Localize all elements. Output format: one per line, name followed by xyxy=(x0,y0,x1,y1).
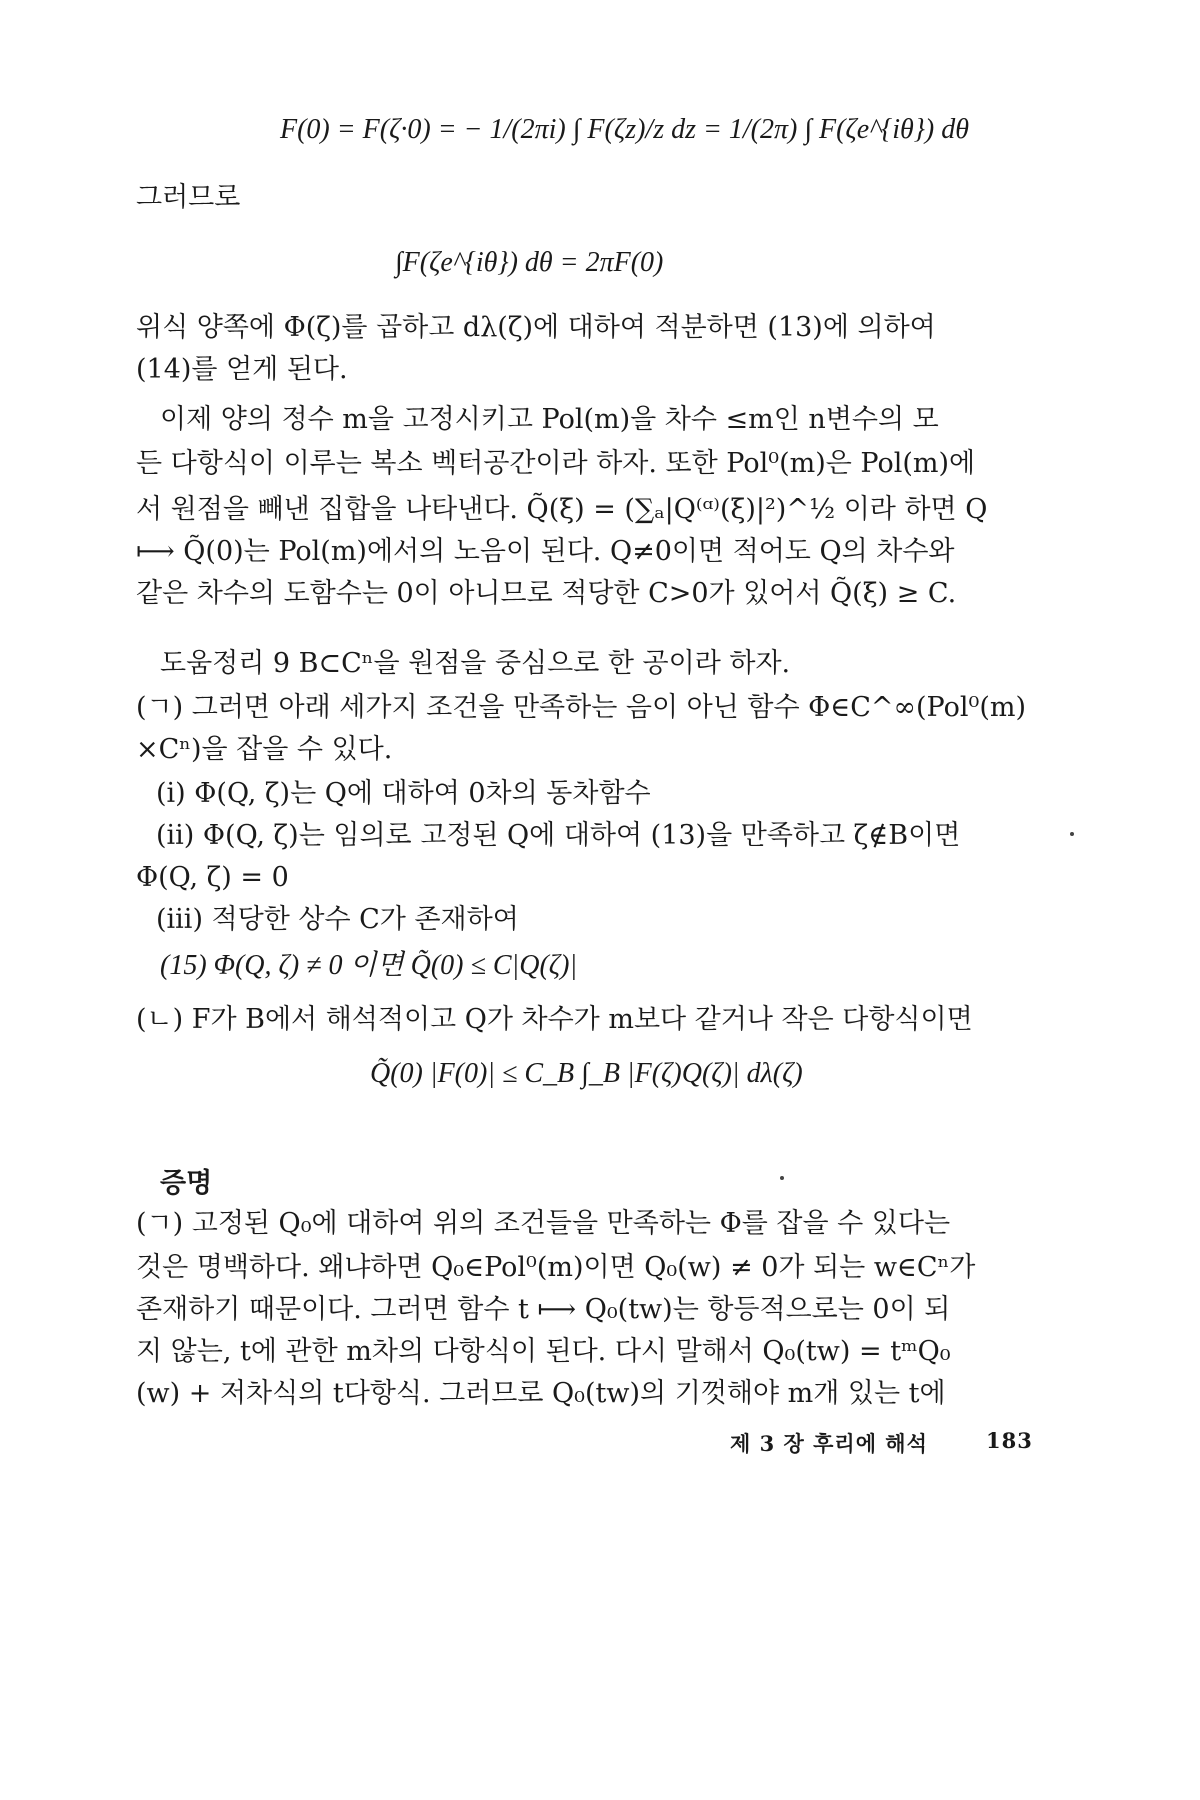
page-number: 183 xyxy=(986,1428,1033,1453)
text-line-21: 지 않는, t에 관한 m차의 다항식이 된다. 다시 말해서 Q₀(tw) = tᵐQ₀ xyxy=(136,1336,951,1367)
text-line-4: 이제 양의 정수 m을 고정시키고 Pol(m)을 차수 ≤m인 n변수의 모 xyxy=(160,404,939,435)
text-line-16: (ㄴ) F가 B에서 해석적이고 Q가 차수가 m보다 같거나 작은 다항식이면 xyxy=(136,1004,973,1035)
margin-speck-2 xyxy=(780,1176,784,1180)
equation-1: F(0) = F(ζ·0) = − 1/(2πi) ∫ F(ζz)/z dz = 1/(2π) ∫ F(ζe^{iθ}) dθ xyxy=(280,114,970,145)
text-line-6: 서 원점을 빼낸 집합을 나타낸다. Q̃(ξ) = (∑ₐ|Q⁽ᵅ⁾(ξ)|²)^½ 이라 하면 Q xyxy=(136,494,988,525)
text-line-20: 존재하기 때문이다. 그러면 함수 t ⟼ Q₀(tw)는 항등적으로는 0이 되 xyxy=(136,1294,951,1325)
text-line-14: Φ(Q, ζ) = 0 xyxy=(136,862,289,893)
text-line-8: 같은 차수의 도함수는 0이 아니므로 적당한 C>0가 있어서 Q̃(ξ) ≥ C. xyxy=(136,578,957,609)
text-line-18: (ㄱ) 고정된 Q₀에 대하여 위의 조건들을 만족하는 Φ를 잡을 수 있다는 xyxy=(136,1208,951,1239)
text-line-7: ⟼ Q̃(0)는 Pol(m)에서의 노음이 된다. Q≠0이면 적어도 Q의 차수와 xyxy=(136,536,955,567)
condition-iii: (iii) 적당한 상수 C가 존재하여 xyxy=(156,904,519,935)
proof-heading: 증명 xyxy=(160,1168,213,1199)
equation-4: Q̃(0) |F(0)| ≤ C_B ∫_B |F(ζ)Q(ζ)| dλ(ζ) xyxy=(370,1058,803,1089)
text-line-5: 든 다항식이 이루는 복소 벡터공간이라 하자. 또한 Pol⁰(m)은 Pol(m)에 xyxy=(136,448,976,479)
condition-ii: (ii) Φ(Q, ζ)는 임의로 고정된 Q에 대하여 (13)을 만족하고 ζ∉B이면 xyxy=(156,820,961,851)
equation-2: ∫F(ζe^{iθ}) dθ = 2πF(0) xyxy=(395,247,664,278)
text-line-11: ×Cⁿ)을 잡을 수 있다. xyxy=(136,734,393,765)
text-line-10: (ㄱ) 그러면 아래 세가지 조건을 만족하는 음이 아닌 함수 Φ∈C^∞(Pol⁰(m) xyxy=(136,692,1026,723)
text-line-19: 것은 명백하다. 왜냐하면 Q₀∈Pol⁰(m)이면 Q₀(w) ≠ 0가 되는 w∈Cⁿ가 xyxy=(136,1252,976,1283)
text-line-22: (w) + 저차식의 t다항식. 그러므로 Q₀(tw)의 기껏해야 m개 있는 t에 xyxy=(136,1378,946,1409)
margin-speck xyxy=(1070,832,1074,836)
text-line-2: 위식 양쪽에 Φ(ζ)를 곱하고 dλ(ζ)에 대하여 적분하면 (13)에 의하여 xyxy=(136,312,936,343)
text-line-3: (14)를 얻게 된다. xyxy=(136,354,348,385)
text-line-1: 그러므로 xyxy=(136,182,241,213)
condition-i: (i) Φ(Q, ζ)는 Q에 대하여 0차의 동차함수 xyxy=(156,778,651,809)
lemma-heading: 도움정리 9 B⊂Cⁿ을 원점을 중심으로 한 공이라 하자. xyxy=(160,648,791,679)
equation-15: (15) Φ(Q, ζ) ≠ 0 이면 Q̃(0) ≤ C|Q(ζ)| xyxy=(160,950,578,981)
chapter-footer: 제 3 장 후리에 해석 xyxy=(730,1431,928,1456)
